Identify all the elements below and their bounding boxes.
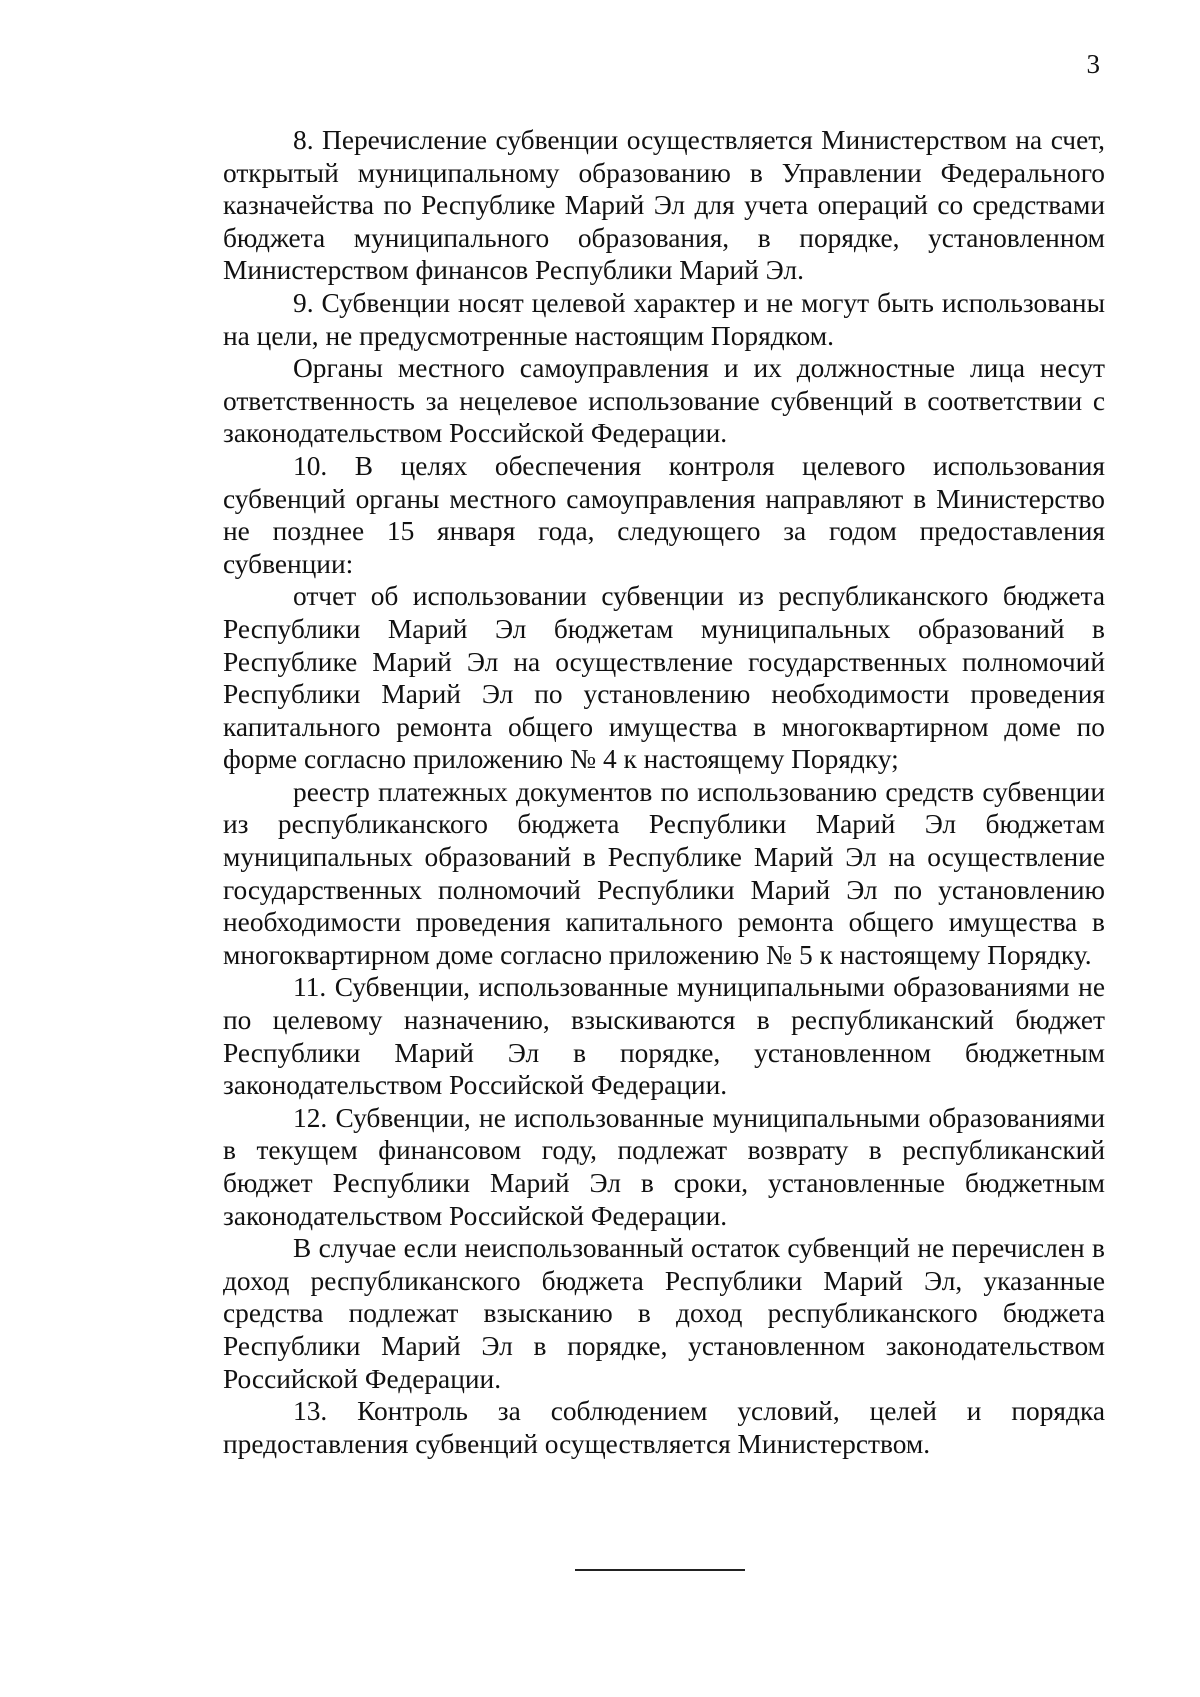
- paragraph-13: 13. Контроль за соблюдением условий, целей и порядка предоставления субвенций осуществляется Министерством.: [223, 1396, 1105, 1459]
- paragraph-10-registry: реестр платежных документов по использованию средств субвенции из республиканского бюджета Республики Марий Эл бюджетам муниципальных образований в Республике Марий Эл на осуществление государственных полномочий Республики Марий Эл по установлению необходимости проведения капитального ремонта общего имущества в многоквартирном доме согласно приложению № 5 к настоящему Порядку.: [223, 776, 1105, 970]
- paragraph-11: 11. Субвенции, использованные муниципальными образованиями не по целевому назначению, взыскиваются в республиканский бюджет Республики Марий Эл в порядке, установленном бюджетным законодательством Российской Федерации.: [223, 972, 1105, 1101]
- paragraph-9-responsibility: Органы местного самоуправления и их должностные лица несут ответственность за нецелевое использование субвенций в соответствии с законодательством Российской Федерации.: [223, 353, 1105, 449]
- paragraph-10-report: отчет об использовании субвенции из республиканского бюджета Республики Марий Эл бюджетам муниципальных образований в Республике Марий Эл на осуществление государственных полномочий Республики Марий Эл по установлению необходимости проведения капитального ремонта общего имущества в многоквартирном доме по форме согласно приложению № 4 к настоящему Порядку;: [223, 581, 1105, 775]
- page-number: 3: [1086, 49, 1100, 79]
- paragraph-8: 8. Перечисление субвенции осуществляется Министерством на счет, открытый муниципальному образованию в Управлении Федерального казначейства по Республике Марий Эл для учета операций со средствами бюджета муниципального образования, в порядке, установленном Министерством финансов Республики Марий Эл.: [223, 125, 1105, 286]
- paragraph-12: 12. Субвенции, не использованные муниципальными образованиями в текущем финансовом году, подлежат возврату в республиканский бюджет Республики Марий Эл в сроки, установленные бюджетным законодательством Российской Федерации.: [223, 1102, 1105, 1231]
- end-of-document-rule: [575, 1569, 745, 1571]
- paragraph-10: 10. В целях обеспечения контроля целевого использования субвенций органы местного самоуправления направляют в Министерство не позднее 15 января года, следующего за годом предоставления субвенции:: [223, 450, 1105, 579]
- document-body: [223, 124, 1105, 1460]
- paragraph-12-unused-balance: В случае если неиспользованный остаток субвенций не перечислен в доход республиканского бюджета Республики Марий Эл, указанные средства подлежат взысканию в доход республиканского бюджета Республики Марий Эл в порядке, установленном законодательством Российской Федерации.: [223, 1233, 1105, 1394]
- paragraph-9: 9. Субвенции носят целевой характер и не могут быть использованы на цели, не предусмотренные настоящим Порядком.: [223, 287, 1105, 351]
